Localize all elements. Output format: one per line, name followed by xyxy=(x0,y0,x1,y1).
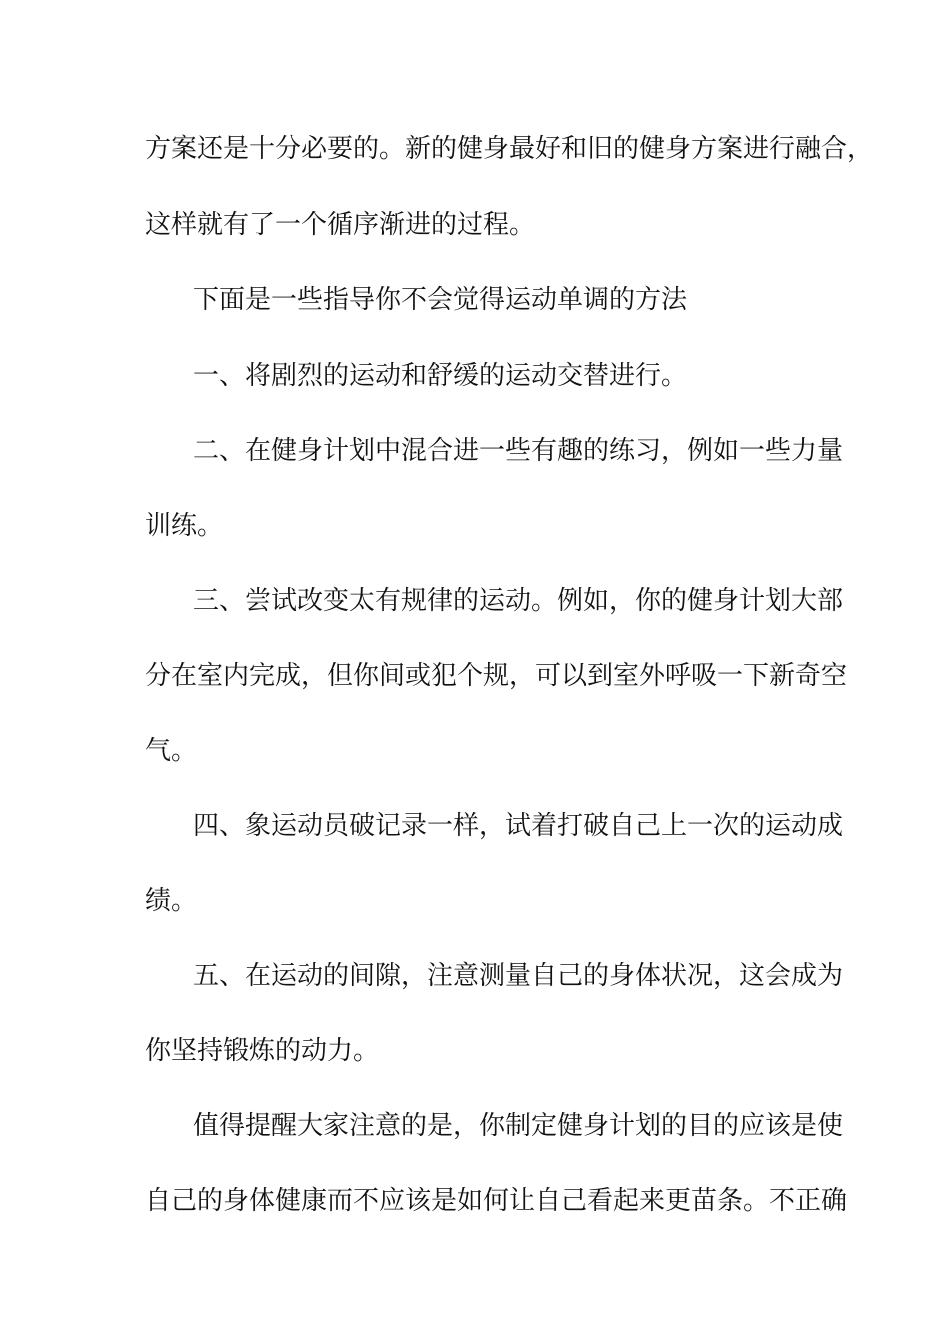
list-item-continuation: 分在室内完成，但你间或犯个规，可以到室外呼吸一下新奇空 xyxy=(145,661,848,691)
list-item-continuation: 你坚持锻炼的动力。 xyxy=(145,1036,380,1066)
list-item: 二、在健身计划中混合进一些有趣的练习，例如一些力量 xyxy=(193,436,844,466)
paragraph-line: 方案还是十分必要的。新的健身最好和旧的健身方案进行融合， xyxy=(145,134,874,164)
list-item-continuation: 绩。 xyxy=(145,886,198,916)
paragraph-line: 下面是一些指导你不会觉得运动单调的方法 xyxy=(193,285,688,315)
list-item: 四、象运动员破记录一样，试着打破自己上一次的运动成 xyxy=(193,811,844,841)
paragraph-line: 自己的身体健康而不应该是如何让自己看起来更苗条。不正确 xyxy=(145,1186,848,1216)
paragraph-line: 这样就有了一个循序渐进的过程。 xyxy=(145,210,536,240)
list-item: 五、在运动的间隙，注意测量自己的身体状况，这会成为 xyxy=(193,961,844,991)
list-item: 一、将剧烈的运动和舒缓的运动交替进行。 xyxy=(193,361,688,391)
list-item-continuation: 气。 xyxy=(145,736,198,766)
paragraph-line: 值得提醒大家注意的是，你制定健身计划的目的应该是使 xyxy=(193,1111,844,1141)
list-item-continuation: 训练。 xyxy=(145,511,224,541)
list-item: 三、尝试改变太有规律的运动。例如，你的健身计划大部 xyxy=(193,586,844,616)
